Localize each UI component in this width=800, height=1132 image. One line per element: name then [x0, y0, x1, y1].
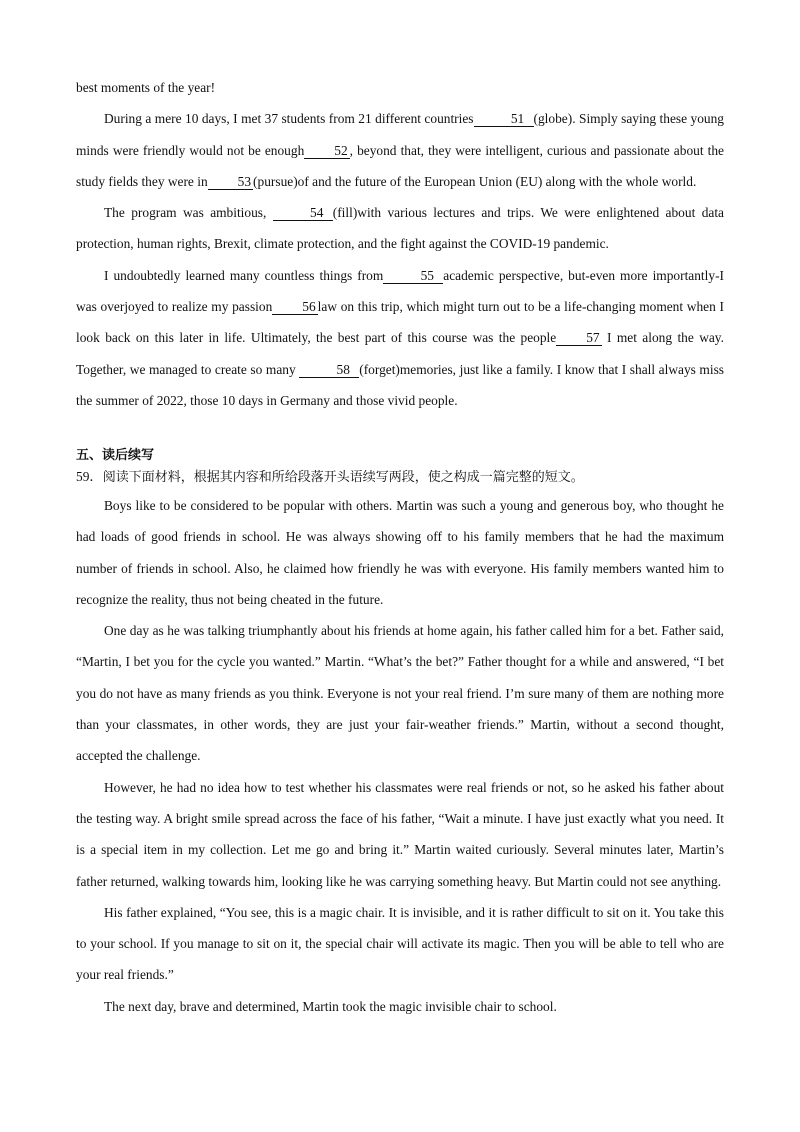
passage-paragraph-3: [76, 260, 724, 416]
passage-text: I undoubtedly learned many countless things from: [104, 267, 384, 283]
question-number: 59．: [76, 469, 103, 484]
blank-51[interactable]: 51: [474, 112, 534, 127]
passage-text: best moments of the year!: [76, 80, 216, 95]
story-paragraph: His father explained, “You see, this is a magic chair. It is invisible, and it is rather difficult to sit on it. You take this to your school. If you manage to sit on it, the special chair will activate its magic. Then you will be able to tell who are your real friends.”: [76, 904, 724, 983]
blank-52[interactable]: 52: [304, 144, 349, 159]
question-instruction: [76, 467, 584, 488]
blank-54[interactable]: 54: [273, 206, 333, 221]
passage-text: I met along the way. Together, we managed to create so many: [76, 330, 724, 377]
passage-text: During a mere 10 days, I met 37 students from 21 different countries: [104, 111, 474, 127]
blank-55[interactable]: 55: [383, 269, 443, 284]
passage-paragraph-2: [76, 197, 724, 260]
passage-text: (pursue)of and the future of the European Union (EU) along with the whole world.: [253, 173, 697, 189]
cloze-passage: [76, 72, 724, 416]
blank-53[interactable]: 53: [208, 175, 253, 190]
section-heading: 五、读后续写: [76, 448, 155, 463]
passage-text: (forget)memories, just like a family. I know that I shall always miss the summer of 2022, those 10 days in Germany and those vivid people.: [76, 361, 724, 408]
instruction-text: 阅读下面材料，根据其内容和所给段落开头语续写两段，使之构成一篇完整的短文。: [102, 470, 584, 485]
passage-text: law on this trip, which might turn out to be a life-changing moment when I look back on this later in life. Ultimately, the best part of this course was the people: [76, 299, 724, 346]
story-paragraph: However, he had no idea how to test whether his classmates were real friends or not, so he asked his father about the testing way. A bright smile spread across the face of his father, “Wait a minute. I have just exactly what you need. It is a special item in my collection. Let me go and bring it.” Martin waited curiously. Several minutes later, Martin’s father returned, walking towards him, looking like he was carrying something heavy. But Martin could not see anything.: [76, 779, 724, 889]
passage-text: , beyond that, they were intelligent, curious and passionate about the study fields they were in: [76, 142, 724, 189]
blank-58[interactable]: 58: [299, 363, 359, 378]
passage-paragraph-1: [76, 103, 724, 197]
blank-56[interactable]: 56: [272, 300, 317, 315]
story-passage: [76, 490, 724, 1022]
passage-text: The program was ambitious,: [104, 205, 273, 221]
passage-text: (fill)with various lectures and trips. We were enlightened about data protection, human rights, Brexit, climate protection, and the fight against the COVID-19 pandemic.: [76, 205, 724, 252]
blank-57[interactable]: 57: [556, 331, 601, 346]
passage-text: academic perspective, but-even more importantly-I was overjoyed to realize my passion: [76, 267, 724, 315]
passage-text: (globe). Simply saying these young minds were friendly would not be enough: [76, 111, 724, 158]
story-paragraph: Boys like to be considered to be popular with others. Martin was such a young and generous boy, who thought he had loads of good friends in school. He was always showing off to his family members that he had the maximum number of friends in school. Also, he claimed how friendly he was with everyone. His family members wanted him to recognize the reality, thus not being cheated in the future.: [76, 498, 724, 607]
story-paragraph: One day as he was talking triumphantly about his friends at home again, his father called him for a bet. Father said, “Martin, I bet you for the cycle you wanted.” Martin. “What’s the bet?” Father thought for a while and answered, “I bet you do not have as many friends as you think. Everyone is not your real friend. I’m sure many of them are nothing more than your classmates, in other words, they are just your fair-weather friends.” Martin, without a second thought, accepted the challenge.: [76, 623, 724, 764]
passage-paragraph-0: [76, 72, 724, 103]
story-paragraph: The next day, brave and determined, Martin took the magic invisible chair to school.: [104, 998, 557, 1014]
